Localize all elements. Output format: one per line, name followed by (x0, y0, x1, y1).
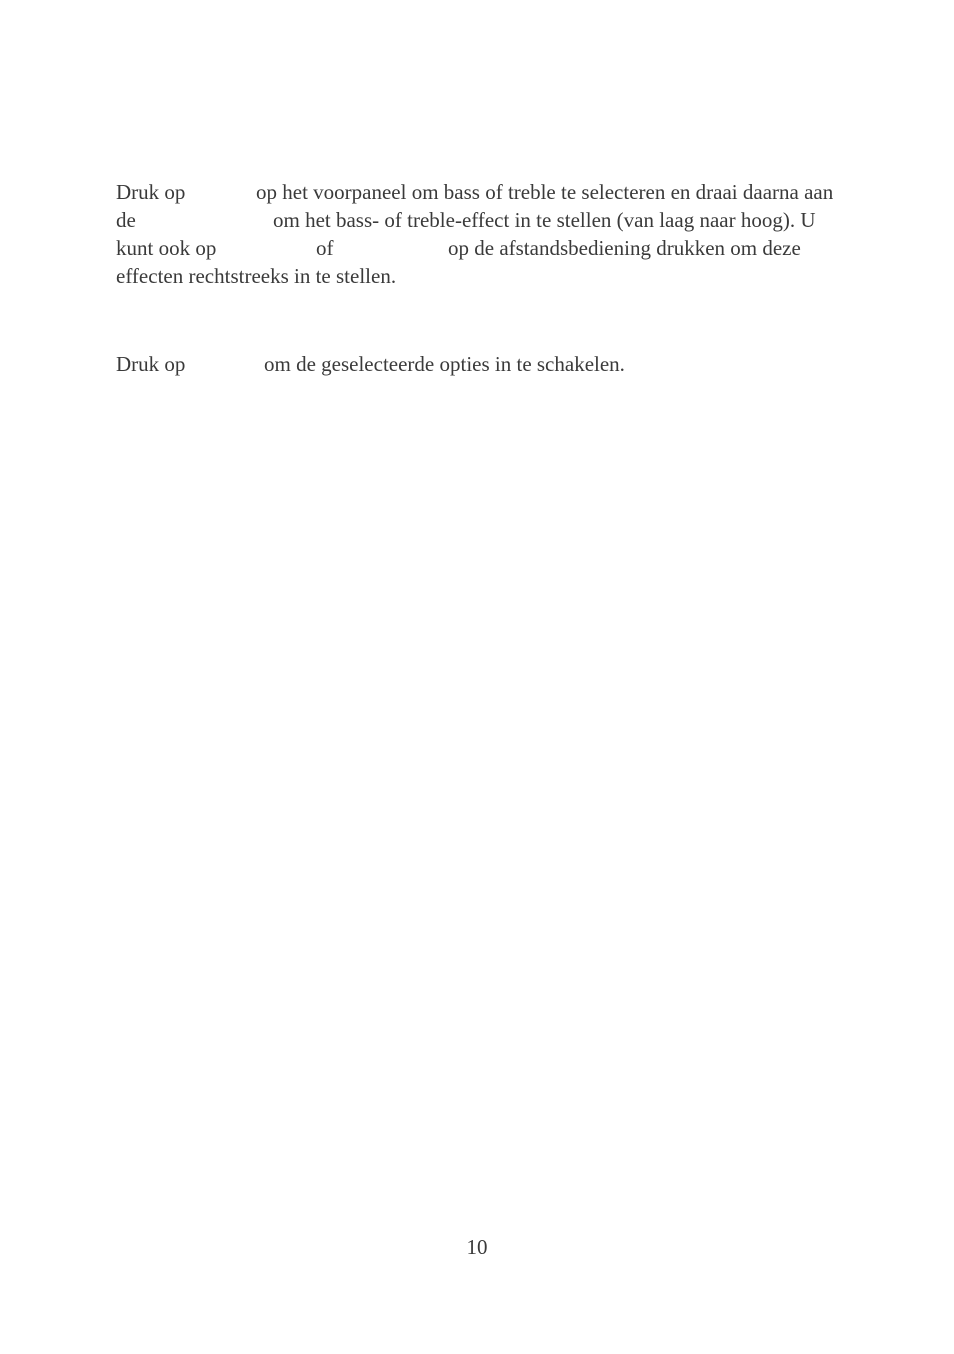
text-segment: om het bass- of treble-effect in te stellen (van laag naar hoog). U (273, 208, 816, 232)
text-segment: of (316, 236, 334, 260)
text-segment: om de geselecteerde opties in te schakelen. (264, 352, 625, 376)
text-segment: Druk op (116, 352, 186, 376)
text-segment: effecten rechtstreeks in te stellen. (116, 264, 397, 288)
text-segment: kunt ook op (116, 236, 217, 260)
text-segment: op de afstandsbediening drukken om deze (448, 236, 801, 260)
text-segment: Druk op (116, 180, 186, 204)
text-segment: de (116, 208, 136, 232)
page-number: 10 (466, 1235, 488, 1259)
text-segment: op het voorpaneel om bass of treble te selecteren en draai daarna aan (256, 180, 834, 204)
